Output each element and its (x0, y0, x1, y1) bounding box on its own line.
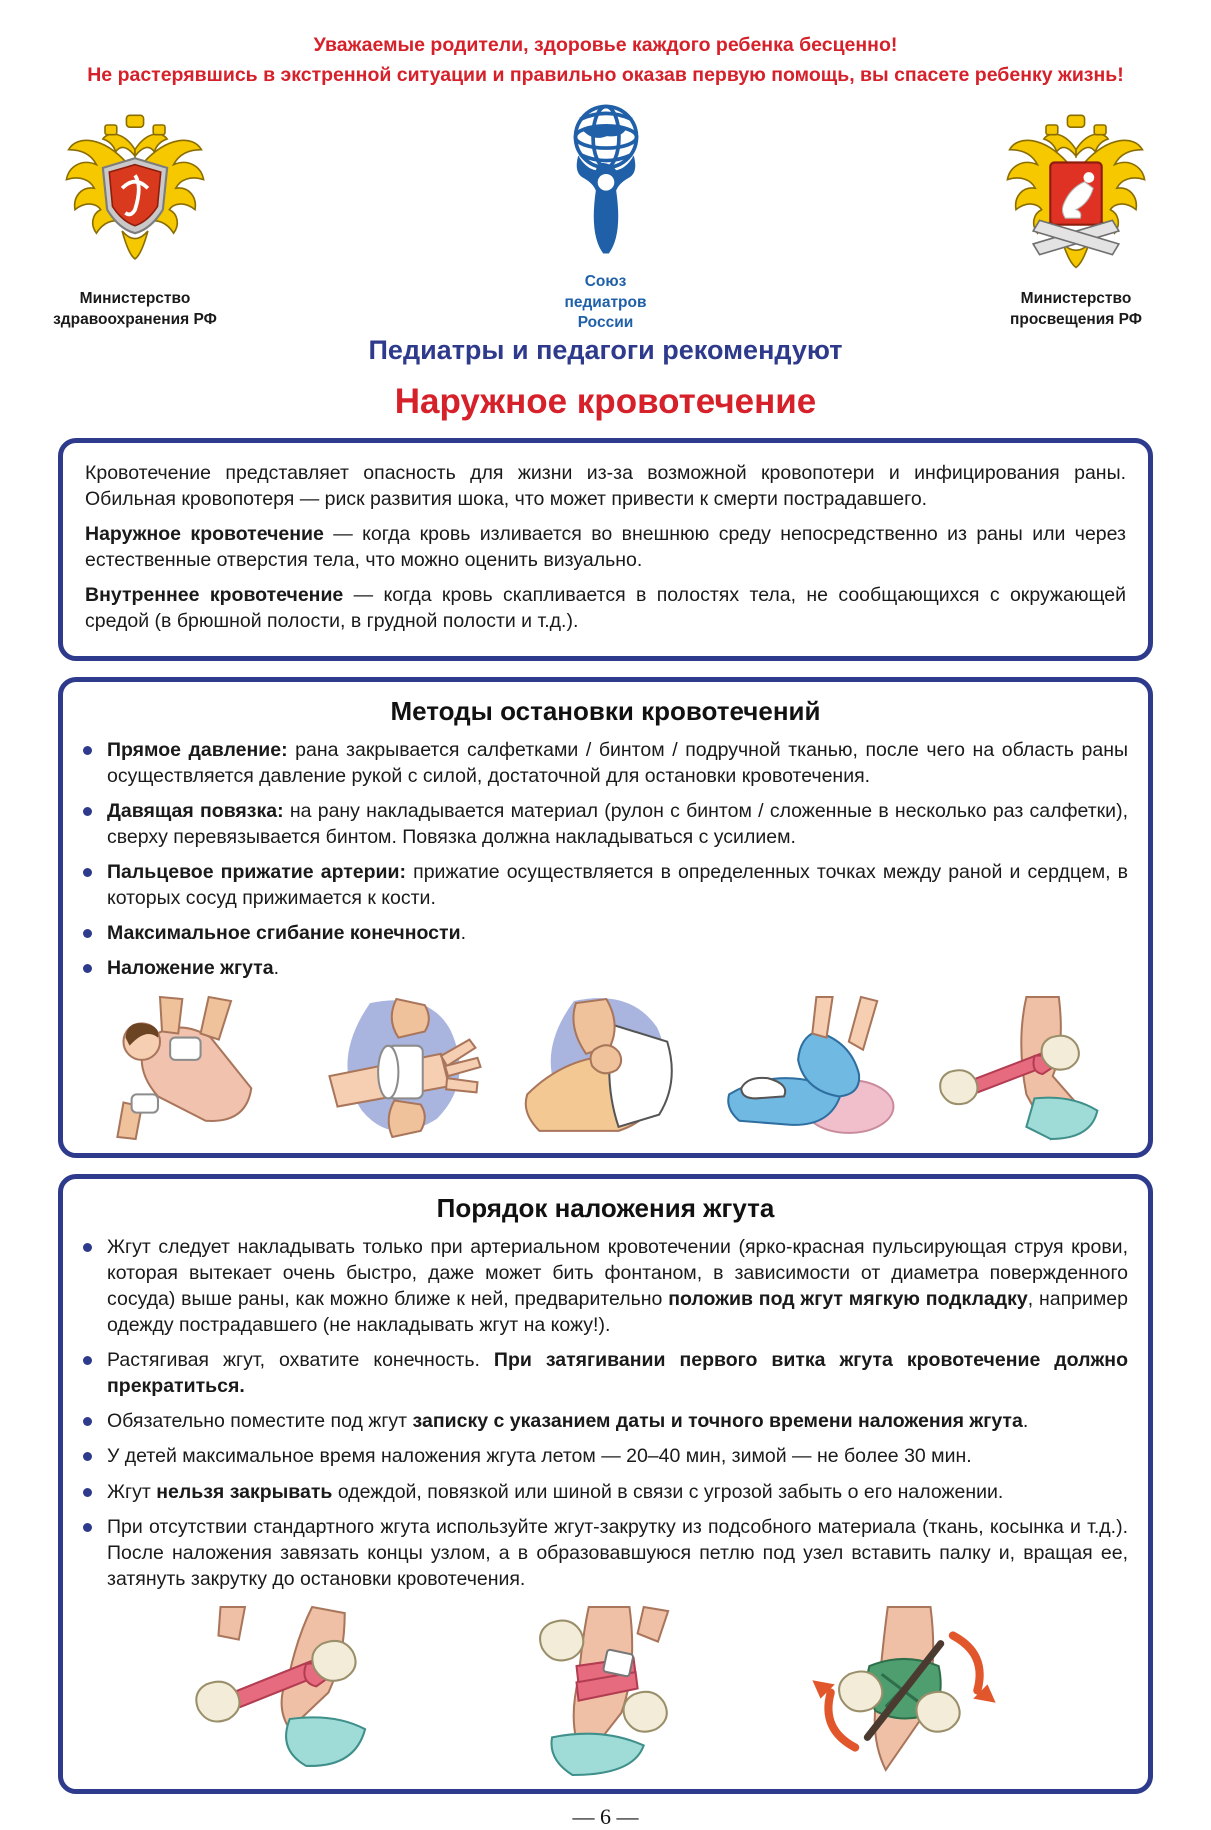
page-header (0, 0, 1211, 90)
intro-paragraph: Кровотечение представляет опасность для жизни из-за возможной кровопотери и инфицирования раны. Обильная кровопотеря — риск развития шока, что может привести к смерти пострадавшего. (85, 461, 1126, 510)
intro-paragraph: Внутреннее кровотечение — когда кровь скапливается в полостях тела, не сообщающихся с окружающей средой (в брюшной полости, в грудной полости и т.д.). (85, 584, 1127, 633)
bullet-dot-icon (83, 1243, 92, 1252)
improvised-windlass-twist-illustration (790, 1607, 1019, 1775)
bullet-item (83, 920, 1128, 946)
bullet-dot-icon (83, 929, 92, 938)
bullet-dot-icon (83, 964, 92, 973)
intro-paragraph: Наружное кровотечение — когда кровь изливается во внешнюю среду непосредственно из раны или через естественные отверстия тела, что можно оценить визуально. (85, 523, 1126, 572)
bullet-text: Жгут следует накладывать только при артериальном кровотечении (ярко-красная пульсирующая струя крови, которая вытекает очень быстро, даже может бить фонтаном, в зависимости от диаметра повержденного сосуда) выше раны, как можно ближе к ней, предварительно положив под жгут мягкую подкладку, например одежду пострадавшего (не накладывать жгут на кожу!). (107, 1235, 1128, 1336)
bullet-text: Прямое давление: рана закрывается салфетками / бинтом / подручной тканью, после чего на область раны осуществляется давление рукой с силой, достаточной для остановки кровотечения. (107, 738, 1128, 787)
tourniquet-with-note-illustration (491, 1607, 720, 1775)
bullet-text: Наложение жгута. (107, 957, 280, 980)
logo-education-ministry (941, 100, 1211, 329)
education-ministry-eagle-icon (1001, 100, 1151, 285)
tourniquet-stretch-illustration (192, 1607, 421, 1775)
limb-flexion-illustration (719, 997, 912, 1139)
bullet-text: Пальцевое прижатие артерии: прижатие осуществляется в определенных точках между раной и сердцем, в которых сосуд прижимается к кости. (107, 861, 1128, 910)
pressure-bandage-illustration (299, 997, 492, 1139)
direct-pressure-illustration (89, 997, 282, 1139)
bullet-text: У детей максимальное время наложения жгута летом — 20–40 мин, зимой — не более 30 мин. (107, 1445, 972, 1468)
finger-artery-pressure-illustration (509, 997, 702, 1139)
bullet-dot-icon (83, 1356, 92, 1365)
bullet-text: При отсутствии стандартного жгута используйте жгут-закрутку из подсобного материала (ткань, косынка и т.д.). После наложения завязать концы узлом, а в образовавшуюся петлю под узел вставить палку и, вращая ее, затянуть закрутку до остановки кровотечения. (107, 1515, 1128, 1590)
tourniquet-box-title: Порядок наложения жгута (436, 1192, 775, 1223)
bullet-text: Жгут нельзя закрывать одеждой, повязкой или шиной в связи с угрозой забыть о его наложении. (107, 1480, 1004, 1503)
bullet-item (83, 798, 1128, 850)
bullet-text: Максимальное сгибание конечности. (107, 922, 466, 945)
methods-bullet-list (83, 737, 1128, 982)
bullet-dot-icon (83, 868, 92, 877)
page-number: — 6 — (572, 1804, 639, 1830)
bullet-item (83, 1443, 1128, 1469)
pediatricians-union-caption: Союз педиатров России (564, 273, 647, 331)
page-title: Наружное кровотечение (394, 381, 817, 421)
subtitle: Педиатры и педагоги рекомендуют (368, 334, 843, 365)
bullet-text: Давящая повязка: на рану накладывается материал (рулон с бинтом / сложенные в несколько раз салфетки), сверху перевязывается бинтом. Повязка должна накладываться с усилием. (107, 799, 1128, 848)
bullet-item (83, 1479, 1128, 1505)
header-line-2: Не растерявшись в экстренной ситуации и правильно оказав первую помощь, вы спасете ребенку жизнь! (87, 64, 1124, 87)
bullet-item (83, 1408, 1128, 1434)
tourniquet-bullet-list (83, 1234, 1128, 1593)
bullet-dot-icon (83, 1488, 92, 1497)
logo-pediatricians-union (270, 100, 941, 332)
bullet-item (83, 859, 1128, 911)
intro-box (58, 438, 1153, 661)
education-ministry-caption: Министерство просвещения РФ (1010, 290, 1142, 328)
bullet-dot-icon (83, 1417, 92, 1426)
bullet-item (83, 1234, 1128, 1339)
logo-health-ministry (0, 100, 270, 329)
logos-row (0, 100, 1211, 332)
header-line-1: Уважаемые родители, здоровье каждого ребенка бесценно! (313, 34, 898, 56)
bullet-text: Растягивая жгут, охватите конечность. При затягивании первого витка жгута кровотечение должно прекратиться. (107, 1349, 1128, 1398)
tourniquet-box (58, 1174, 1153, 1795)
health-ministry-eagle-icon (60, 100, 210, 285)
methods-illustrations-row (83, 991, 1128, 1141)
bullet-dot-icon (83, 807, 92, 816)
methods-box (58, 677, 1153, 1158)
bullet-text: Обязательно поместите под жгут записку с указанием даты и точного времени наложения жгута. (107, 1410, 1029, 1433)
tourniquet-application-illustration (929, 997, 1122, 1139)
bullet-item (83, 737, 1128, 789)
bullet-dot-icon (83, 1523, 92, 1532)
bullet-item (83, 955, 1128, 981)
tourniquet-illustrations-row (83, 1601, 1128, 1777)
bullet-dot-icon (83, 746, 92, 755)
health-ministry-caption: Министерство здравоохранения РФ (53, 290, 217, 328)
bullet-dot-icon (83, 1452, 92, 1461)
pediatricians-union-icon (552, 100, 660, 272)
bullet-item (83, 1347, 1128, 1399)
methods-box-title: Методы остановки кровотечений (390, 695, 821, 726)
bullet-item (83, 1514, 1128, 1592)
